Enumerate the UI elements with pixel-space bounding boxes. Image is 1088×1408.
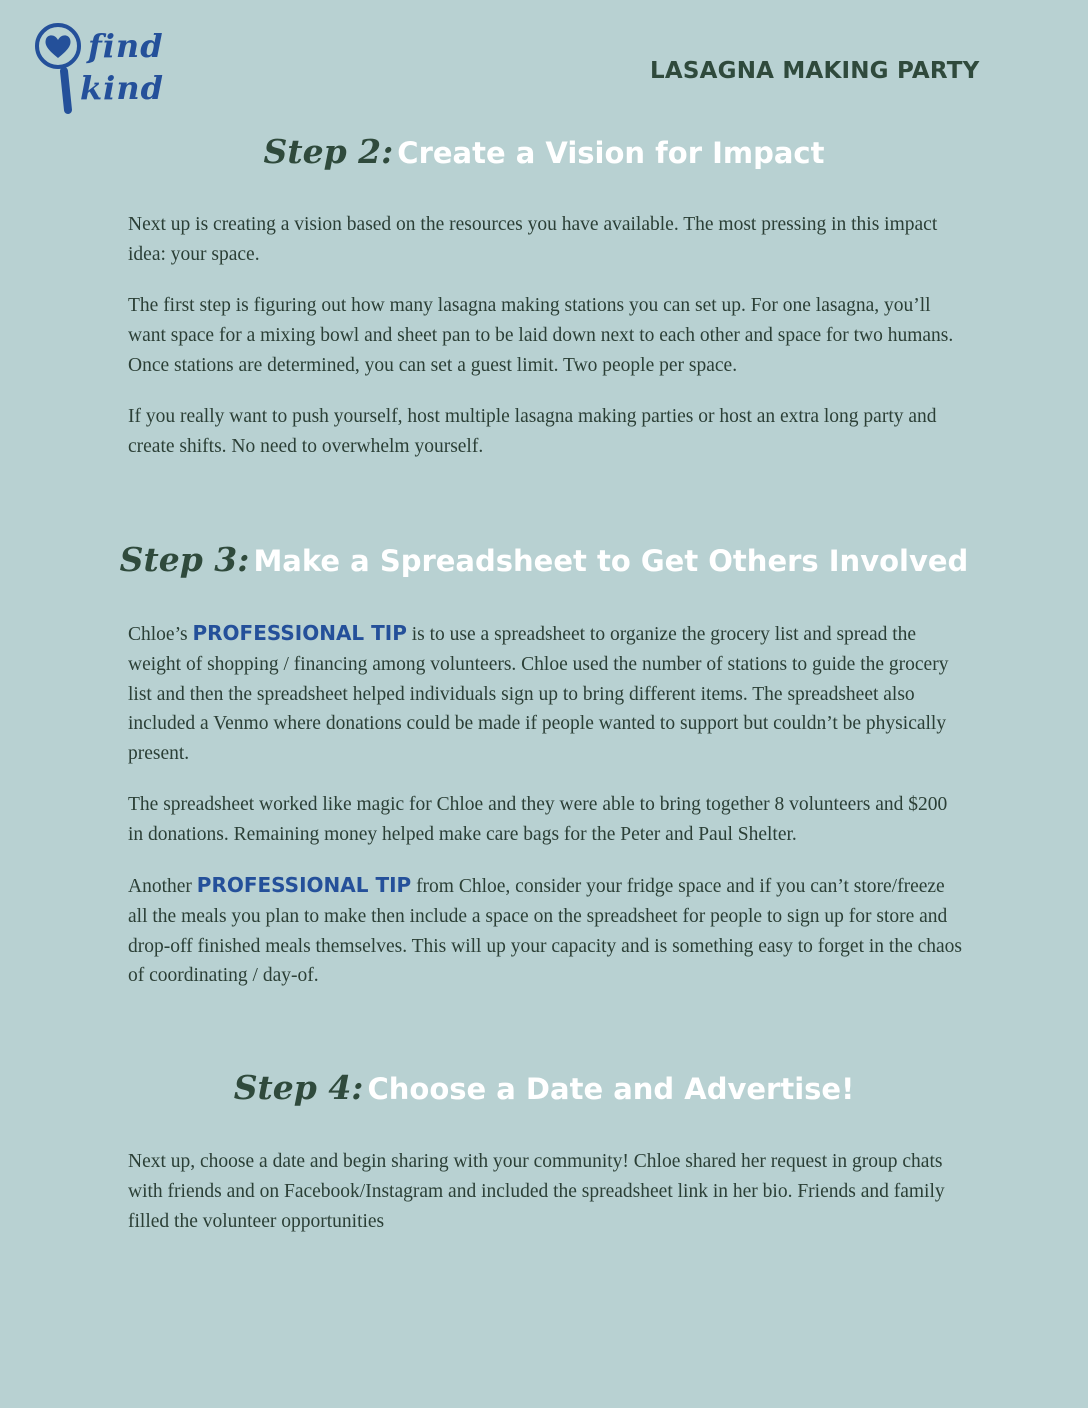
step-4-paragraph-1: Next up, choose a date and begin sharing with your community! Chloe shared her request in group chats with friends and on Facebook/Instagram and included the spreadsheet link in her bio. Friends and family filled the volunteer opportunities xyxy=(128,1151,945,1232)
step-3-p3-body: from Chloe, consider your fridge space and if you can’t store/freeze all the meals you plan to make then include a space on the spreadsheet for people to sign up for store and drop-off finished meals themselves. This will up your capacity and is something easy to forget in the chaos of coordinating / day-of. xyxy=(128,876,962,987)
professional-tip-label: PROFESSIONAL TIP xyxy=(196,873,412,897)
step-3-paragraph-1 xyxy=(128,619,963,769)
logo-text-kind: kind xyxy=(80,69,164,107)
logo-text-find: find xyxy=(88,27,164,65)
step-2-paragraph-3: If you really want to push yourself, host multiple lasagna making parties or host an extra long party and create shifts. No need to overwhelm yourself. xyxy=(128,406,937,457)
step-3-p1-intro: Chloe’s xyxy=(128,624,188,645)
step-3-heading xyxy=(0,540,1088,579)
step-4-heading xyxy=(0,1068,1088,1107)
step-3-p3-intro: Another xyxy=(128,876,192,897)
step-2-paragraph-1: Next up is creating a vision based on the resources you have available. The most pressing in this impact idea: your space. xyxy=(128,214,938,265)
step-2-paragraph-2: The first step is figuring out how many lasagna making stations you can set up. For one lasagna, you’ll want space for a mixing bowl and sheet pan to be laid down next to each other and space for two humans. Once stations are determined, you can set a guest limit. Two people per space. xyxy=(128,295,954,376)
step-2-label: Step 2: xyxy=(263,132,394,171)
professional-tip-label: PROFESSIONAL TIP xyxy=(192,621,407,645)
step-2-title: Create a Vision for Impact xyxy=(397,136,825,170)
step-3-label: Step 3: xyxy=(119,540,250,579)
step-3-title: Make a Spreadsheet to Get Others Involved xyxy=(253,544,969,578)
step-3-paragraph-2: The spreadsheet worked like magic for Chloe and they were able to bring together 8 volunteers and $200 in donations. Remaining money helped make care bags for the Peter and Paul Shelter. xyxy=(128,794,948,845)
step-4-label: Step 4: xyxy=(233,1068,364,1107)
find-kind-logo xyxy=(34,22,170,116)
step-4-title: Choose a Date and Advertise! xyxy=(367,1072,855,1106)
step-2-heading xyxy=(0,132,1088,171)
page-header-title: LASAGNA MAKING PARTY xyxy=(650,58,980,84)
step-3-paragraph-3 xyxy=(128,871,963,991)
step-3-p1-body: is to use a spreadsheet to organize the grocery list and spread the weight of shopping / financing among volunteers. Chloe used the number of stations to guide the grocery list and then the spreadsheet helped individuals sign up to bring different items. The spreadsheet also included a Venmo where donations could be made if people wanted to support but couldn’t be physically present. xyxy=(128,624,949,765)
